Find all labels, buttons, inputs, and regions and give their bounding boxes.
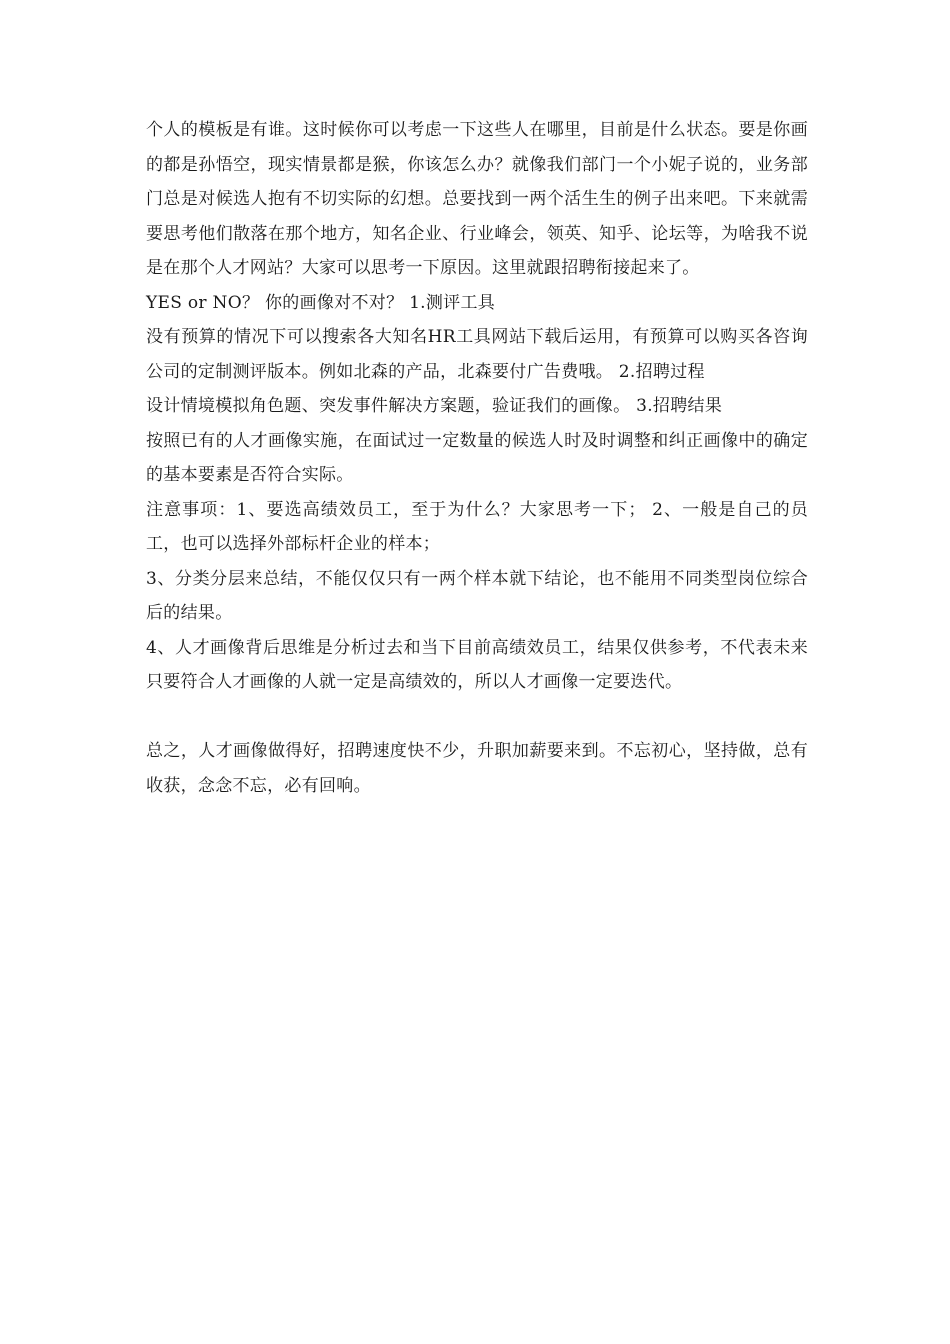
paragraph-assessment-tools: 没有预算的情况下可以搜索各大知名HR工具网站下载后运用，有预算可以购买各咨询公司的定制测评版本。例如北森的产品，北森要付广告费哦。 2.招聘过程 — [146, 327, 808, 382]
document-body — [146, 113, 808, 803]
paragraph-conclusion: 总之，人才画像做得好，招聘速度快不少，升职加薪要来到。不忘初心，坚持做，总有收获，念念不忘，必有回响。 — [146, 741, 808, 796]
paragraph-recruiting-process: 设计情境模拟角色题、突发事件解决方案题，验证我们的画像。 3.招聘结果 — [146, 396, 723, 416]
paragraph-note-4: 4、人才画像背后思维是分析过去和当下目前高绩效员工，结果仅供参考，不代表未来只要符合人才画像的人就一定是高绩效的，所以人才画像一定要迭代。 — [146, 637, 808, 692]
paragraph-notes-1-2: 注意事项：1、要选高绩效员工，至于为什么？大家思考一下； 2、一般是自己的员工，也可以选择外部标杆企业的样本； — [146, 499, 808, 554]
paragraph-note-3: 3、分类分层来总结，不能仅仅只有一两个样本就下结论，也不能用不同类型岗位综合后的结果。 — [146, 568, 808, 623]
paragraph-spacer — [146, 700, 808, 735]
paragraph-recruiting-results: 按照已有的人才画像实施，在面试过一定数量的候选人时及时调整和纠正画像中的确定的基本要素是否符合实际。 — [146, 430, 808, 485]
paragraph-yes-or-no: YES or NO？ 你的画像对不对？ 1.测评工具 — [146, 292, 496, 313]
paragraph-talent-template: 个人的模板是有谁。这时候你可以考虑一下这些人在哪里，目前是什么状态。要是你画的都是孙悟空，现实情景都是猴，你该怎么办？就像我们部门一个小妮子说的，业务部门总是对候选人抱有不切实际的幻想。总要找到一两个活生生的例子出来吧。下来就需要思考他们散落在那个地方，知名企业、行业峰会，领英、知乎、论坛等，为啥我不说是在那个人才网站？大家可以思考一下原因。这里就跟招聘衔接起来了。 — [146, 120, 808, 278]
